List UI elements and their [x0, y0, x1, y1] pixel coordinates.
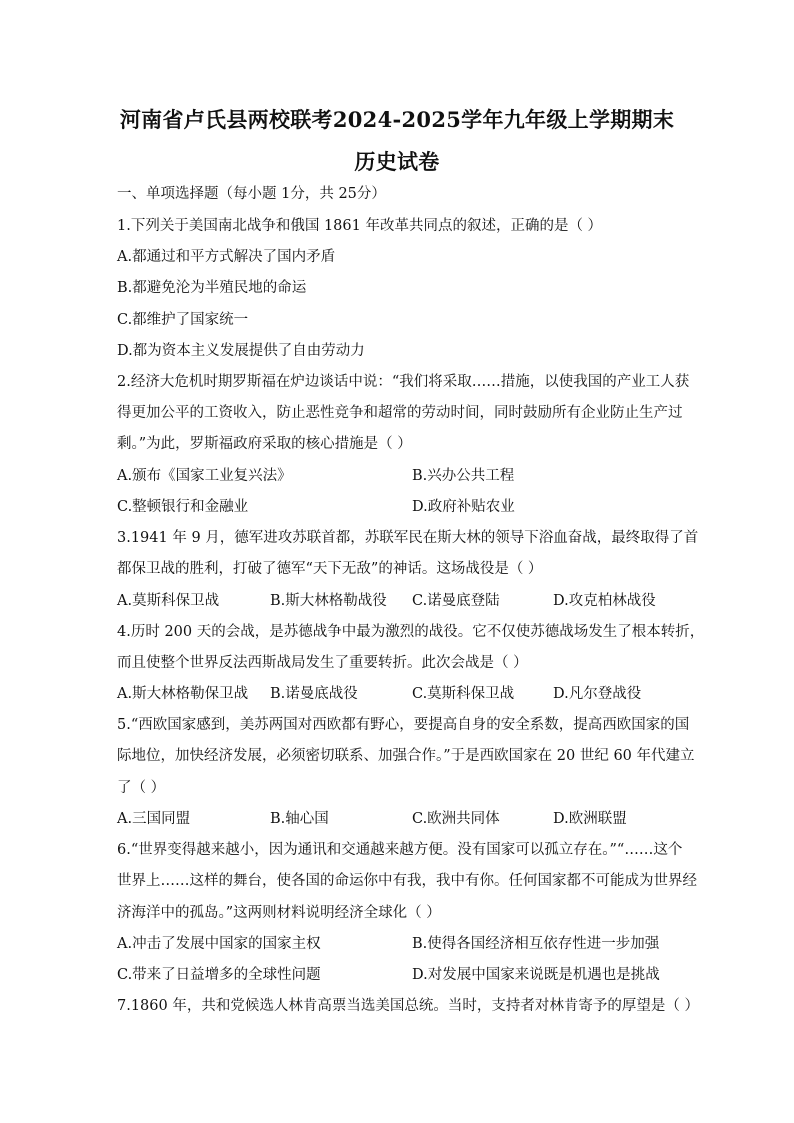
question-3-option-d[interactable]: D.攻克柏林战役: [553, 593, 656, 609]
question-1-option-c[interactable]: C.都维护了国家统一: [117, 312, 249, 328]
question-6-stem-line-3: 济海洋中的孤岛。”这两则材料说明经济全球化（ ）: [117, 905, 441, 921]
question-2-stem-line-1: 2.经济大危机时期罗斯福在炉边谈话中说：“我们将采取……措施，以使我国的产业工人获: [117, 374, 690, 390]
question-6-stem-line-2: 世界上……这样的舞台，使各国的命运你中有我，我中有你。任何国家都不可能成为世界经: [117, 873, 697, 889]
exam-title: 河南省卢氏县两校联考2024-2025学年九年级上学期期末: [119, 107, 675, 132]
question-2-option-b[interactable]: B.兴办公共工程: [412, 468, 515, 484]
question-5-option-c[interactable]: C.欧洲共同体: [412, 811, 500, 827]
question-2-option-c[interactable]: C.整顿银行和金融业: [117, 499, 249, 515]
section-heading: 一、单项选择题（每小题 1分，共 25分）: [117, 186, 386, 202]
question-1-option-b[interactable]: B.都避免沦为半殖民地的命运: [117, 280, 307, 296]
question-2-stem-line-2: 得更加公平的工资收入，防止恶性竞争和超常的劳动时间，同时鼓励所有企业防止生产过: [117, 405, 683, 421]
question-3-stem-line-2: 都保卫战的胜利，打破了德军“天下无敌”的神话。这场战役是（ ）: [117, 561, 543, 577]
question-5-stem-line-3: 了（ ）: [117, 780, 166, 796]
question-4-option-d[interactable]: D.凡尔登战役: [553, 686, 642, 702]
question-4-stem-line-1: 4.历时 200 天的会战，是苏德战争中最为激烈的战役。它不仅使苏德战场发生了根本转折，: [117, 624, 705, 640]
question-2-option-d[interactable]: D.政府补贴农业: [412, 499, 515, 515]
question-1-option-d[interactable]: D.都为资本主义发展提供了自由劳动力: [117, 343, 365, 359]
question-4-option-c[interactable]: C.莫斯科保卫战: [412, 686, 515, 702]
question-5-option-b[interactable]: B.轴心国: [270, 811, 329, 827]
question-6-option-b[interactable]: B.使得各国经济相互依存性进一步加强: [412, 936, 660, 952]
question-6-option-d[interactable]: D.对发展中国家来说既是机遇也是挑战: [412, 967, 660, 983]
question-5-stem-line-2: 际地位，加快经济发展，必须密切联系、加强合作。”于是西欧国家在 20 世纪 60 年代建立: [117, 748, 695, 764]
question-3-option-b[interactable]: B.斯大林格勒战役: [270, 593, 387, 609]
question-5-stem-line-1: 5.“西欧国家感到，美苏两国对西欧都有野心，要提高自身的安全系数，提高西欧国家的国: [117, 717, 690, 733]
question-4-option-a[interactable]: A.斯大林格勒保卫战: [117, 686, 249, 702]
question-5-option-d[interactable]: D.欧洲联盟: [553, 811, 627, 827]
question-6-stem-line-1: 6.“世界变得越来越小，因为通讯和交通越来越方便。没有国家可以孤立存在。”“……这个: [117, 842, 683, 858]
question-3-option-c[interactable]: C.诺曼底登陆: [412, 593, 500, 609]
question-6-option-c[interactable]: C.带来了日益增多的全球性问题: [117, 967, 321, 983]
question-1-option-a[interactable]: A.都通过和平方式解决了国内矛盾: [117, 249, 336, 265]
question-1-stem: 1.下列关于美国南北战争和俄国 1861 年改革共同点的叙述，正确的是（ ）: [117, 218, 603, 234]
question-2-stem-line-3: 剩。”为此，罗斯福政府采取的核心措施是（ ）: [117, 436, 412, 452]
question-2-option-a[interactable]: A.颁布《国家工业复兴法》: [117, 468, 292, 484]
question-6-option-a[interactable]: A.冲击了发展中国家的国家主权: [117, 936, 321, 952]
question-5-option-a[interactable]: A.三国同盟: [117, 811, 191, 827]
question-7-stem: 7.1860 年，共和党候选人林肯高票当选美国总统。当时，支持者对林肯寄予的厚望是（ ）: [117, 998, 699, 1014]
question-3-stem-line-1: 3.1941 年 9 月，德军进攻苏联首都，苏联军民在斯大林的领导下浴血奋战，最终取得了首: [117, 530, 699, 546]
question-4-option-b[interactable]: B.诺曼底战役: [270, 686, 358, 702]
question-4-stem-line-2: 而且使整个世界反法西斯战局发生了重要转折。此次会战是（ ）: [117, 655, 528, 671]
question-3-option-a[interactable]: A.莫斯科保卫战: [117, 593, 220, 609]
exam-subject-title: 历史试卷: [354, 149, 440, 174]
